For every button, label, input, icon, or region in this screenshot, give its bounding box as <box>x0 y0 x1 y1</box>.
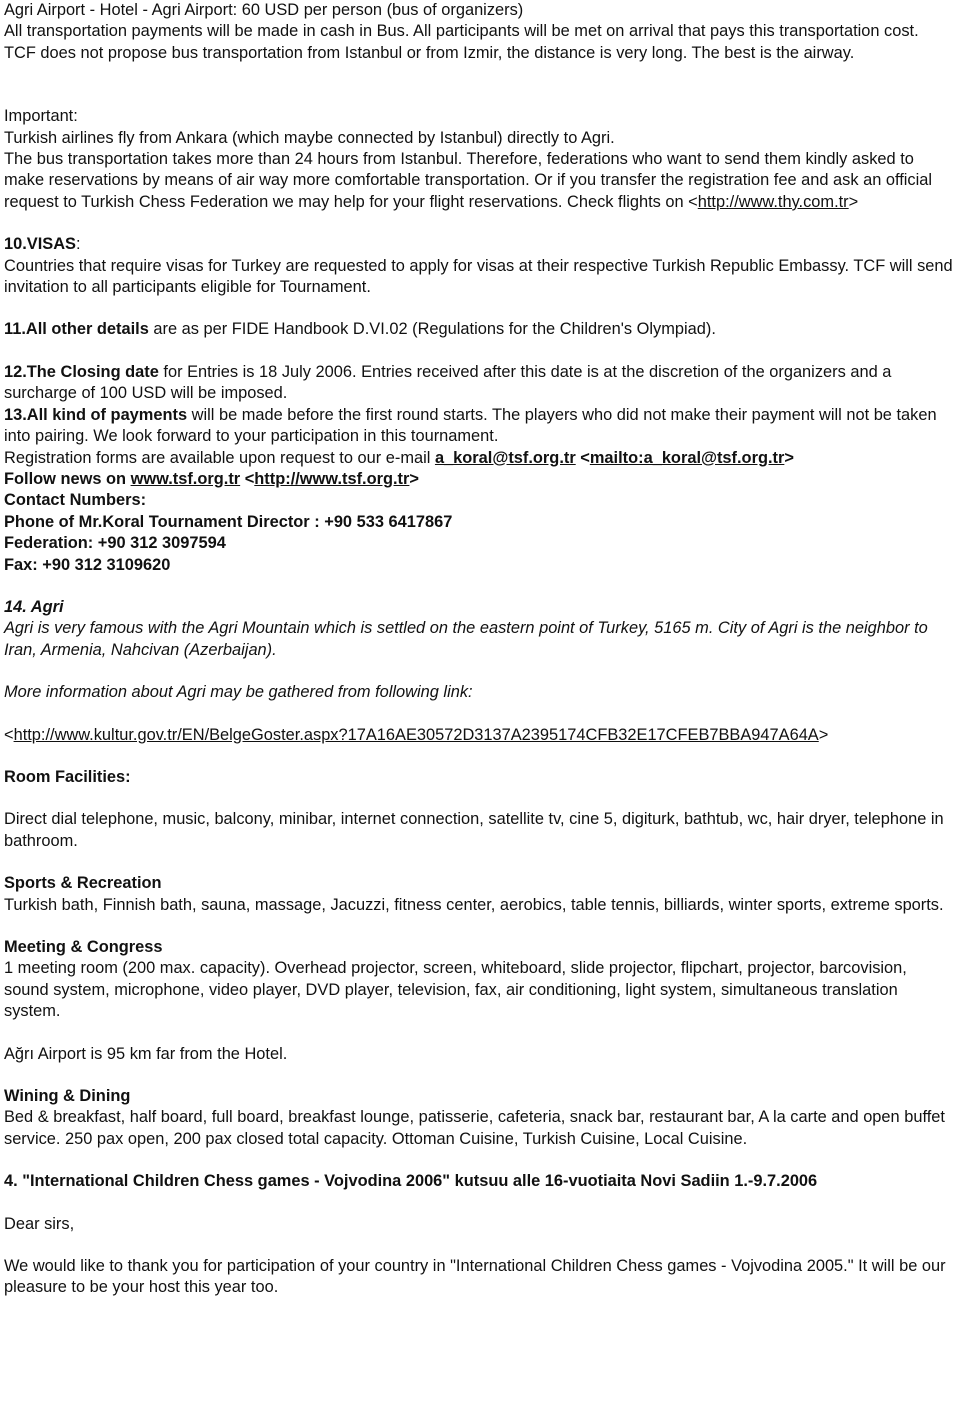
item-4-label: 4. "International Children Chess games - Vojvodina 2006" kutsuu alle 16-vuotiaita Novi Sadiin 1.-9.7.2006 <box>4 1172 818 1191</box>
mailto-link[interactable]: mailto:a_koral@tsf.org.tr <box>589 448 785 467</box>
fax-line <box>4 555 956 576</box>
registration-text: Registration forms are available upon request to our e-mail <box>4 448 435 467</box>
contact-heading <box>4 490 956 511</box>
meeting-text: 1 meeting room (200 max. capacity). Overhead projector, screen, whiteboard, slide projector, flipchart, projector, barcovision, sound system, microphone, video player, DVD player, television, fax, air conditioning, light system, simultaneous translation system. <box>4 959 907 1021</box>
section-11-text: are as per FIDE Handbook D.VI.02 (Regulations for the Children's Olympiad). <box>148 320 716 339</box>
sports-heading <box>4 873 956 894</box>
dining-heading <box>4 1086 956 1107</box>
agri-more-text: More information about Agri may be gathered from following link: <box>4 683 473 702</box>
airport-line: Ağrı Airport is 95 km far from the Hotel. <box>4 1044 288 1063</box>
meeting-heading-label: Meeting & Congress <box>4 938 163 956</box>
section-13-label: 13.All kind of payments <box>4 405 188 424</box>
section-13-text: will be made before the first round starts. The players who did not make their payment will not be taken into pairing. We look forward to your participation in this tournament. <box>4 405 937 446</box>
kultur-line <box>4 725 956 746</box>
section-11-label: 11.All other details <box>4 320 149 339</box>
kultur-open: < <box>4 725 14 744</box>
room-text: Direct dial telephone, music, balcony, minibar, internet connection, satellite tv, cine 5, digiturk, bathtub, wc, hair dryer, telephone in bathroom. <box>4 810 944 850</box>
section-12-label: 12.The Closing date <box>4 362 159 381</box>
tsf-link[interactable]: www.tsf.org.tr <box>130 469 241 488</box>
sports-text: Turkish bath, Finnish bath, sauna, massage, Jacuzzi, fitness center, aerobics, table tennis, billiards, winter sports, extreme sports. <box>4 895 944 914</box>
follow-text: Follow news on <box>4 469 131 488</box>
mailto-open: < <box>575 448 590 467</box>
federation-line <box>4 533 956 554</box>
registration-line <box>4 448 956 469</box>
visas-heading <box>4 234 956 255</box>
mailto-close: > <box>784 448 794 467</box>
sports-heading-label: Sports & Recreation <box>4 874 162 893</box>
section-12 <box>4 362 956 405</box>
dining-heading-label: Wining & Dining <box>4 1087 131 1106</box>
agri-more <box>4 682 956 703</box>
section-13 <box>4 405 956 448</box>
agri-text <box>4 618 956 661</box>
kultur-close: > <box>818 725 829 744</box>
dining-text: Bed & breakfast, half board, full board, breakfast lounge, patisserie, cafeteria, snack bar, restaurant bar, A la carte and open buffet service. 250 pax open, 200 pax closed total capacity. Ottoman Cuisine, Turkish Cuisine, Local Cuisine. <box>4 1108 945 1148</box>
tsf-url-close: > <box>409 469 419 488</box>
kultur-link[interactable]: http://www.kultur.gov.tr/EN/BelgeGoster.aspx?17A16AE30572D3137A2395174CFB32E17CFEB7BBA947A64A <box>13 725 819 744</box>
visas-colon: : <box>75 235 81 254</box>
important-link-close: > <box>848 192 859 211</box>
tsf-url-open: < <box>240 469 255 488</box>
phone-line <box>4 512 956 533</box>
important-paragraph <box>4 149 956 213</box>
item-4-heading <box>4 1171 956 1192</box>
room-heading-label: Room Facilities: <box>4 767 131 786</box>
room-heading <box>4 767 956 788</box>
email-link[interactable]: a_koral@tsf.org.tr <box>434 448 576 467</box>
federation-text: Federation: +90 312 3097594 <box>4 534 226 553</box>
fax-text: Fax: +90 312 3109620 <box>4 555 171 574</box>
closing-paragraph: We would like to thank you for participation of your country in "International Children Chess games - Vojvodina 2005." It will be our pleasure to be your host this year too. <box>4 1257 946 1297</box>
agri-heading <box>4 597 956 618</box>
important-line-2: The bus transportation takes more than 24 hours from Istanbul. Therefore, federations who want to send them kindly asked to make reservations by means of air way more comfortable transportation. Or if you transfer the registration fee and ask an official request to Turkish Chess Federation we may help for your flight reservations. Check flights on < <box>4 150 933 211</box>
tsf-url-link[interactable]: http://www.tsf.org.tr <box>254 469 410 488</box>
transport-line-2: All transportation payments will be made in cash in Bus. All participants will be met on arrival that pays this transportation cost. <box>4 22 919 41</box>
agri-text-body: Agri is very famous with the Agri Mountain which is settled on the eastern point of Turkey, 5165 m. City of Agri is the neighbor to Iran, Armenia, Nahcivan (Azerbaijan). <box>4 619 928 659</box>
thy-link[interactable]: http://www.thy.com.tr <box>697 192 849 211</box>
transport-line-3: TCF does not propose bus transportation from Istanbul or from Izmir, the distance is very long. The best is the airway. <box>4 43 855 62</box>
visas-heading-label: 10.VISAS <box>4 235 76 254</box>
visas-text: Countries that require visas for Turkey are requested to apply for visas at their respective Turkish Republic Embassy. TCF will send invitation to all participants eligible for Tournament. <box>4 256 953 297</box>
phone-text: Phone of Mr.Koral Tournament Director : +90 533 6417867 <box>4 512 453 531</box>
section-12-text: for Entries is 18 July 2006. Entries received after this date is at the discretion of the organizers and a surcharge of 100 USD will be imposed. <box>4 362 892 403</box>
greeting: Dear sirs, <box>4 1214 75 1233</box>
meeting-heading <box>4 937 956 958</box>
agri-heading-label: 14. Agri <box>4 597 64 616</box>
section-11 <box>4 319 956 340</box>
important-line-1: Turkish airlines fly from Ankara (which maybe connected by Istanbul) directly to Agri. <box>4 128 615 147</box>
transport-line-1: Agri Airport - Hotel - Agri Airport: 60 USD per person (bus of organizers) <box>4 1 524 19</box>
follow-line <box>4 469 956 490</box>
contact-heading-label: Contact Numbers: <box>4 491 147 510</box>
important-heading: Important: <box>4 107 78 126</box>
